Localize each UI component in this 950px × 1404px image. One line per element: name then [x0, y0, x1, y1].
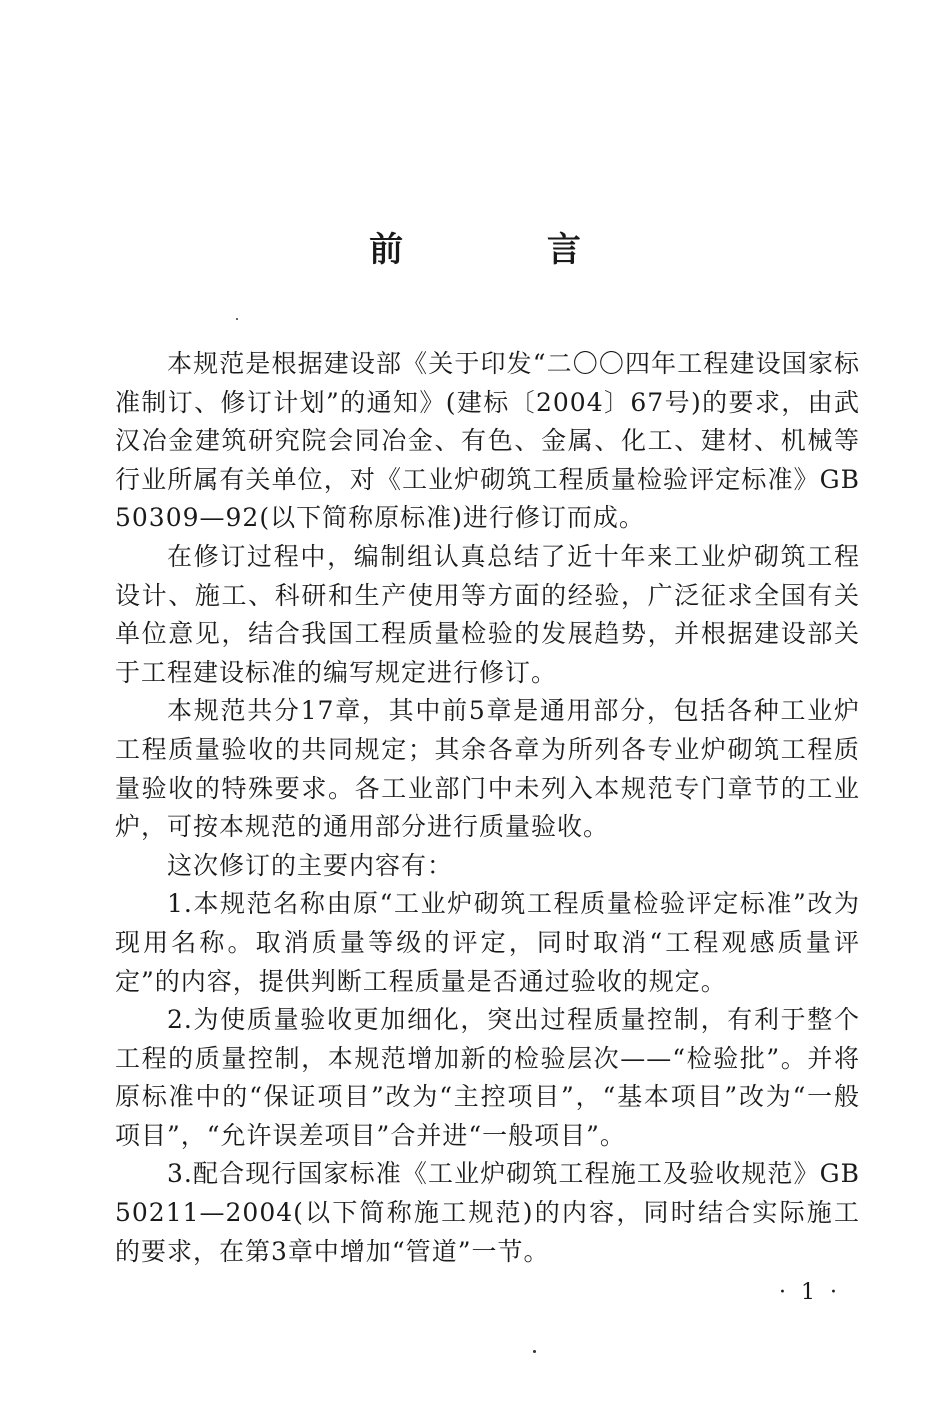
scan-speck: [533, 1350, 536, 1353]
paragraph-1: 本规范是根据建设部《关于印发“二〇〇四年工程建设国家标准制订、修订计划”的通知》(建标〔2004〕67号)的要求，由武汉冶金建筑研究院会同冶金、有色、金属、化工、建材、机械等行业所属有关单位，对《工业炉砌筑工程质量检验评定标准》GB 50309—92(以下简称原标准)进行修订而成。: [115, 349, 860, 533]
scan-speck: [236, 318, 238, 320]
paragraph-3: 本规范共分17章，其中前5章是通用部分，包括各种工业炉工程质量验收的共同规定；其余各章为所列各专业炉砌筑工程质量验收的特殊要求。各工业部门中未列入本规范专门章节的工业炉，可按本规范的通用部分进行质量验收。: [115, 696, 860, 842]
paragraph-6: 2.为使质量验收更加细化，突出过程质量控制，有利于整个工程的质量控制，本规范增加新的检验层次——“检验批”。并将原标准中的“保证项目”改为“主控项目”，“基本项目”改为“一般项目”，“允许误差项目”合并进“一般项目”。: [115, 1005, 860, 1150]
body-text: [115, 345, 860, 1271]
page-title: 前 言: [369, 230, 647, 270]
paragraph-5: 1.本规范名称由原“工业炉砌筑工程质量检验评定标准”改为现用名称。取消质量等级的评定，同时取消“工程观感质量评定”的内容，提供判断工程质量是否通过验收的规定。: [115, 889, 860, 996]
page-number: · 1 ·: [779, 1280, 841, 1305]
paragraph-4: 这次修订的主要内容有：: [167, 850, 454, 880]
paragraph-2: 在修订过程中，编制组认真总结了近十年来工业炉砌筑工程设计、施工、科研和生产使用等方面的经验，广泛征求全国有关单位意见，结合我国工程质量检验的发展趋势，并根据建设部关于工程建设标准的编写规定进行修订。: [115, 541, 860, 687]
paragraph-7: 3.配合现行国家标准《工业炉砌筑工程施工及验收规范》GB 50211—2004(以下简称施工规范)的内容，同时结合实际施工的要求，在第3章中增加“管道”一节。: [115, 1159, 860, 1266]
